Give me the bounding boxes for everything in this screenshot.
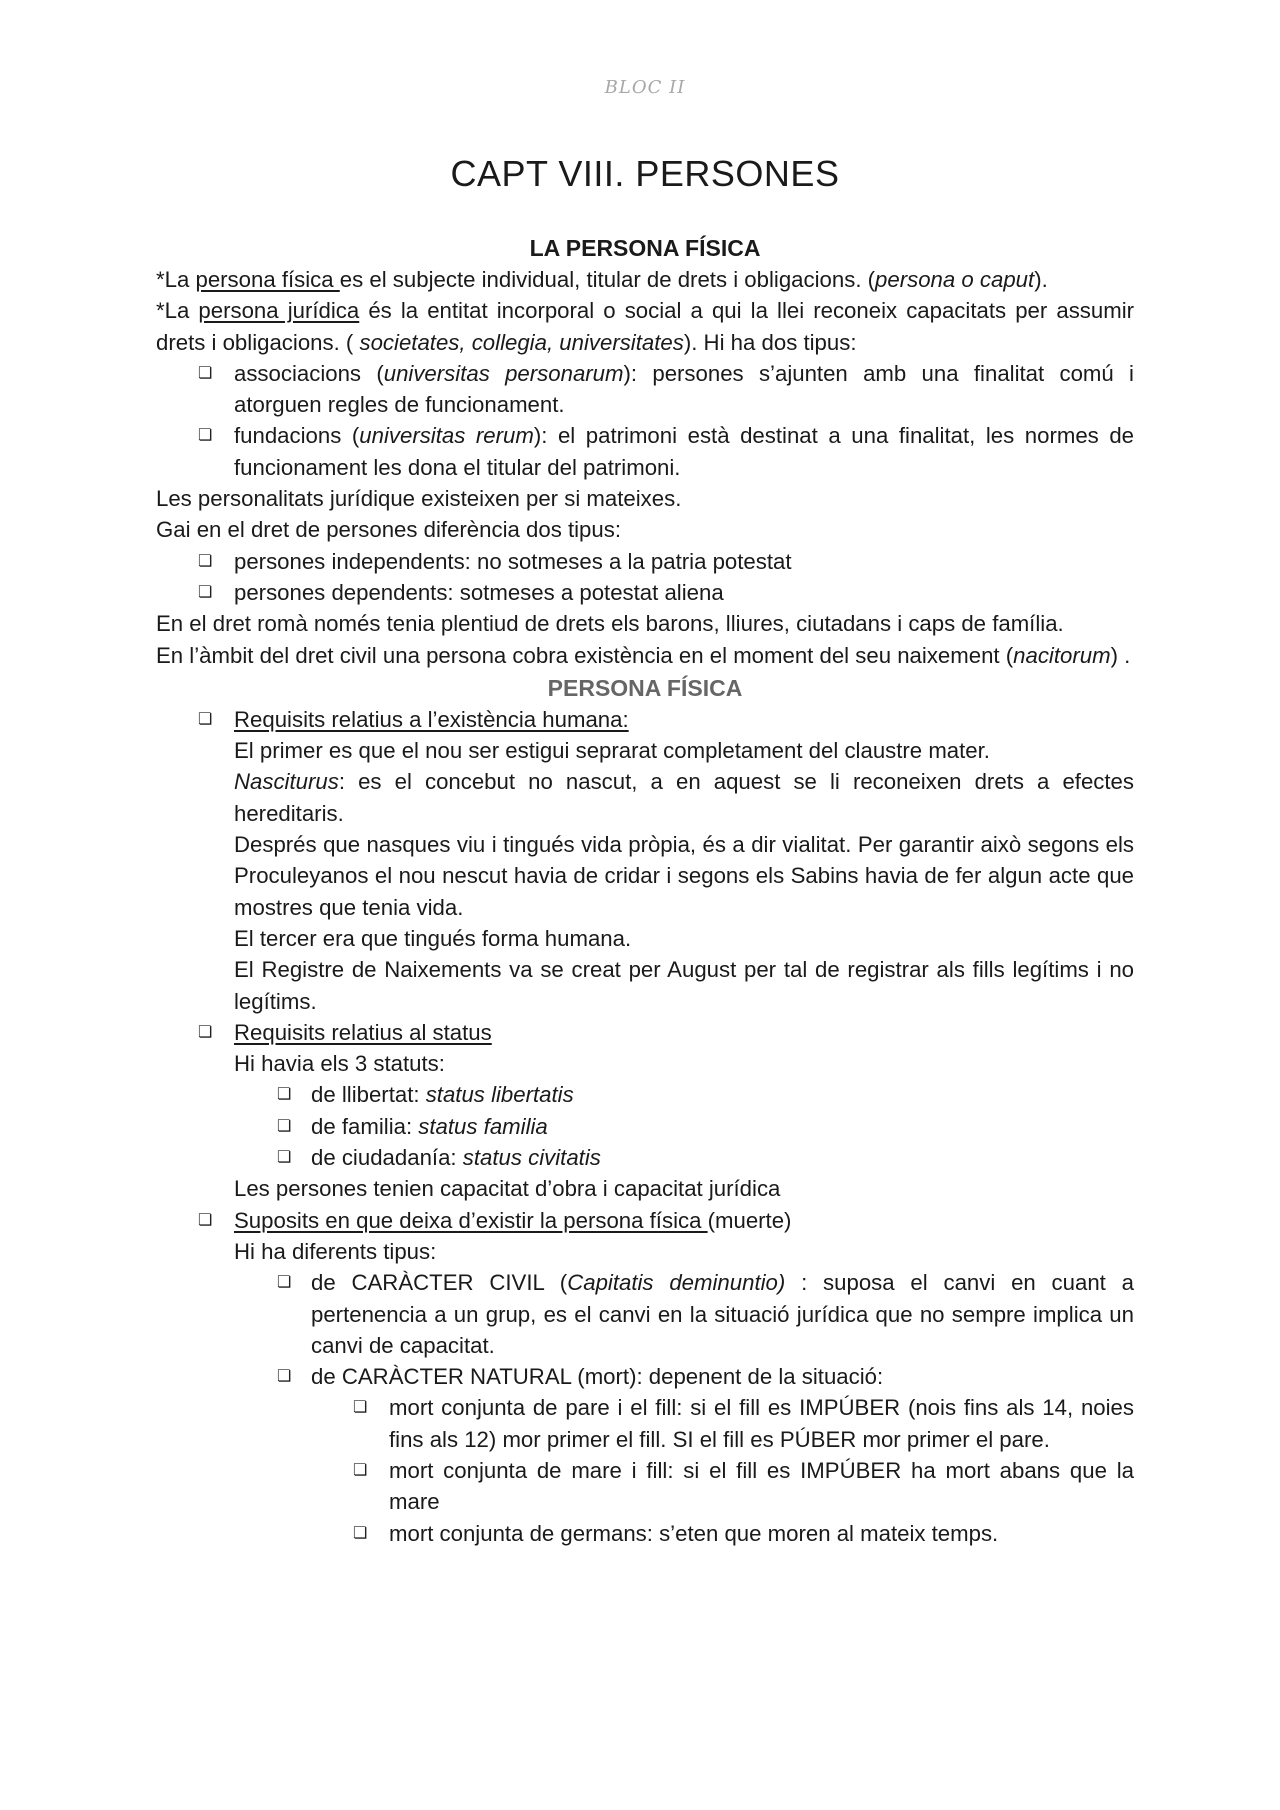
checkbox-bullet-icon: ❏ xyxy=(353,1399,368,1417)
paragraph: Les personalitats jurídique existeixen per si mateixes. xyxy=(156,486,682,512)
list-item: ❏ mort conjunta de germans: s’eten que moren al mateix temps. xyxy=(156,1518,1134,1549)
suposits-heading: Suposits en que deixa d’existir la persona física xyxy=(234,1207,708,1233)
section-title-persona-fisica-2: PERSONA FÍSICA xyxy=(547,674,743,701)
list-item: ❏ de ciudadanía: status civitatis xyxy=(156,1142,1134,1173)
paragraph: Hi ha diferents tipus: xyxy=(234,1238,437,1264)
checkbox-bullet-icon: ❏ xyxy=(353,1524,368,1542)
list-item: ❏ de CARÀCTER NATURAL (mort): depenent de la situació: xyxy=(156,1361,1134,1392)
list-item: ❏ mort conjunta de pare i el fill: si el fill es IMPÚBER (nois fins als 14, noies fins als 12) mor primer el fill. SI el fill es PÚBER mor primer el pare. xyxy=(156,1392,1134,1455)
paragraph: Gai en el dret de persones diferència dos tipus: xyxy=(156,517,621,543)
list-item: ❏ persones dependents: sotmeses a potestat aliena xyxy=(156,577,1134,608)
juridica-types-list xyxy=(156,358,1134,483)
checkbox-bullet-icon: ❏ xyxy=(277,1149,292,1167)
list-item xyxy=(156,704,1134,1017)
paragraph: Les persones tenien capacitat d’obra i capacitat jurídica xyxy=(234,1176,781,1202)
definition-persona-juridica: *La persona jurídica és la entitat incorporal o social a qui la llei reconeix capacitats per assumir drets i obligacions. ( societates, collegia, universitates). Hi ha dos tipus: xyxy=(156,298,1135,355)
requisits-existencia-heading: Requisits relatius a l’existència humana: xyxy=(234,706,629,732)
section-title-persona-fisica: LA PERSONA FÍSICA xyxy=(529,235,761,261)
list-item: ❏ mort conjunta de mare i fill: si el fill es IMPÚBER ha mort abans que la mare xyxy=(156,1455,1134,1518)
list-item: ❏ de llibertat: status libertatis xyxy=(156,1079,1134,1110)
checkbox-bullet-icon: ❏ xyxy=(277,1086,292,1104)
checkbox-bullet-icon: ❏ xyxy=(277,1117,292,1135)
list-item xyxy=(156,1017,1134,1080)
list-item xyxy=(156,1173,1134,1204)
paragraph: En el dret romà només tenia plentiud de drets els barons, lliures, ciutadans i caps de família. xyxy=(156,611,1064,637)
paragraph: Nasciturus: es el concebut no nascut, a en aquest se li reconeixen drets a efectes hereditaris. xyxy=(234,769,1134,826)
requisits-list xyxy=(156,704,1134,1549)
paragraph: El primer es que el nou ser estigui seprarat completament del claustre mater. xyxy=(234,738,990,764)
gai-types-list xyxy=(156,546,1134,609)
term-persona-juridica: persona jurídica xyxy=(198,298,360,324)
term-persona-fisica: persona física xyxy=(195,267,340,292)
list-item: ❏ de familia: status familia xyxy=(156,1111,1134,1142)
checkbox-bullet-icon: ❏ xyxy=(277,1274,292,1292)
requisits-status-heading: Requisits relatius al status xyxy=(234,1019,492,1045)
checkbox-bullet-icon: ❏ xyxy=(198,1211,213,1229)
list-item: ❏ associacions (universitas personarum): persones s’ajunten amb una finalitat comú i atorguen regles de funcionament. xyxy=(156,358,1134,421)
checkbox-bullet-icon: ❏ xyxy=(277,1368,292,1386)
paragraph: El tercer era que tingués forma humana. xyxy=(234,925,632,951)
content xyxy=(156,233,1134,1549)
definition-persona-fisica: *La persona física es el subjecte individual, titular de drets i obligacions. (persona o caput). xyxy=(156,267,1048,292)
paragraph: Hi havia els 3 statuts: xyxy=(234,1051,445,1077)
list-item: ❏ de CARÀCTER CIVIL (Capitatis deminuntio) : suposa el canvi en cuant a pertenencia a un grup, es el canvi en la situació jurídica que no sempre implica un canvi de capacitat. xyxy=(156,1267,1134,1361)
list-item: ❏ persones independents: no sotmeses a la patria potestat xyxy=(156,546,1134,577)
paragraph: El Registre de Naixements va se creat per August per tal de registrar als fills legítims i no legítims. xyxy=(234,957,1134,1014)
checkbox-bullet-icon: ❏ xyxy=(198,1023,213,1041)
checkbox-bullet-icon: ❏ xyxy=(198,364,213,382)
paragraph: En l’àmbit del dret civil una persona cobra existència en el moment del seu naixement (nacitorum) . xyxy=(156,642,1131,668)
checkbox-bullet-icon: ❏ xyxy=(198,552,213,570)
checkbox-bullet-icon: ❏ xyxy=(198,710,213,728)
checkbox-bullet-icon: ❏ xyxy=(198,583,213,601)
checkbox-bullet-icon: ❏ xyxy=(198,427,213,445)
list-item: ❏ fundacions (universitas rerum): el patrimoni està destinat a una finalitat, les normes de funcionament les dona el titular del patrimoni. xyxy=(156,420,1134,483)
document-page xyxy=(156,0,1134,1810)
chapter-title: CAPT VIII. PERSONES xyxy=(450,153,840,194)
bloc-header: BLOC II xyxy=(604,77,686,98)
paragraph: Després que nasques viu i tingués vida pròpia, és a dir vialitat. Per garantir això segons els Proculeyanos el nou nescut havia de cridar i segons els Sabins havia de fer algun acte que mostres que tenia vida. xyxy=(234,832,1134,920)
list-item: ❏ Suposits en que deixa d’existir la persona física (muerte) Hi ha diferents tipus: xyxy=(156,1205,1134,1268)
checkbox-bullet-icon: ❏ xyxy=(353,1461,368,1479)
